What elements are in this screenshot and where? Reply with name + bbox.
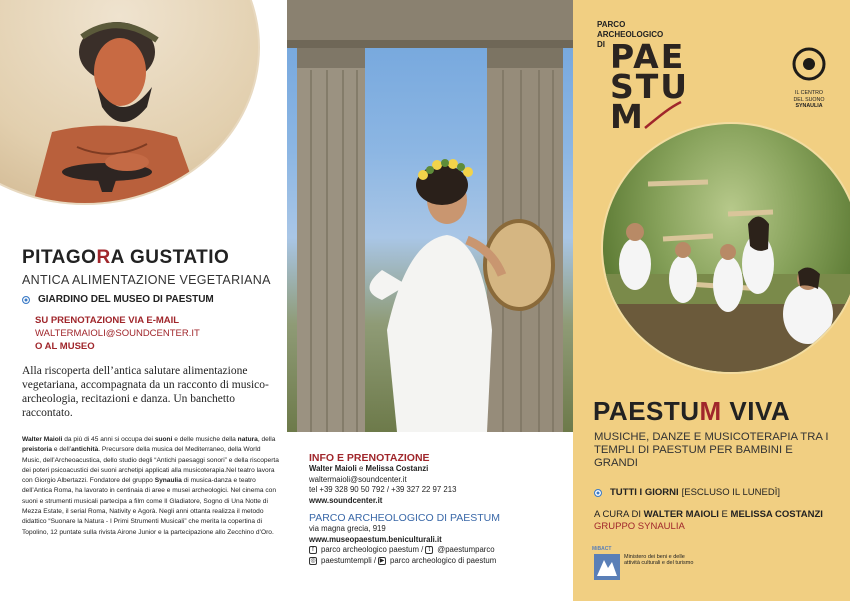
info-title: INFO E PRENOTAZIONE [309,452,430,464]
lizard-logo-icon [643,100,683,130]
children-music-photo [601,122,850,374]
info-block [309,452,559,566]
booking-line: O AL MUSEO [35,341,95,352]
booking-info [35,314,200,353]
facebook-icon: f [309,546,317,554]
intro-paragraph: Alla riscoperta dell’antica salutare alimentazione vegetariana, accompagnata da un racconto di musico-archeologia, recitazioni e danza. Un banchetto raccontato. [22,365,269,419]
instagram-icon: ◎ [310,557,316,564]
curators-line: A CURA DI WALTER MAIOLI E MELISSA COSTANZI GRUPPO SYNAULIA [594,509,823,532]
right-panel [573,0,850,601]
contact-website[interactable]: www.soundcenter.it [309,495,383,505]
synaulia-logo [782,46,836,110]
centro-label: IL CENTRO DEL SUONO SYNAULIA [793,90,825,109]
fresco-image [0,0,260,205]
event-title: PITAGORA GUSTATIO [22,247,230,268]
ministry-text: Ministero dei beni e delle attività culturali e del turismo [624,554,694,567]
dancer-temple-photo [287,0,573,432]
bullet-icon [22,296,30,304]
social-facebook-twitter[interactable]: f parco archeologico paestum / t @paestumparco [309,545,559,556]
booking-email[interactable]: WALTERMAIOLI@SOUNDCENTER.IT [35,328,200,339]
sound-center-icon [791,46,827,82]
middle-panel [287,0,573,601]
park-address: via magna grecia, 919 [309,524,386,533]
contact-email[interactable]: waltermaioli@soundcenter.it [309,474,407,484]
schedule-line: TUTTI I GIORNI [ESCLUSO IL LUNEDÌ] [594,487,780,498]
twitter-icon: t [425,546,433,554]
park-title: PARCO ARCHEOLOGICO DI PAESTUM [309,512,500,524]
bullet-icon [594,489,602,497]
social-instagram-youtube[interactable]: ◎ paestumtempli / ▶ parco archeologico di paestum [310,555,497,565]
contact-names: Walter Maioli e Melissa Costanzi [309,464,429,473]
park-website[interactable]: www.museopaestum.beniculturali.it [309,534,442,544]
paestum-viva-title: PAESTUM VIVA [593,396,791,426]
ministry-logo [592,546,694,580]
paestum-viva-subtitle: MUSICHE, DANZE E MUSICOTERAPIA TRA I TEMPLI DI PAESTUM PER BAMBINI E GRANDI [594,431,829,469]
contact-phones: tel +39 328 90 50 792 / +39 327 22 97 213 [309,485,457,494]
booking-line: SU PRENOTAZIONE VIA E-MAIL [35,315,180,326]
bio-paragraph: Walter Maioli da più di 45 anni si occupa dei suoni e delle musiche della natura, della preistoria e dell’antichità. Precursore della musica del Mediterraneo, della World Music, dell’Archeoacustica, dello studio degli “Antichi paesaggi sonori” e della riscoperta dei poteri psicoacustici dei suoni archetipi applicati alla musicoterapia.Nel teatro lavora con Giorgio Albertazzi. Fondatore del gruppo Synaulia di musica-danza e teatro dell’Antica Roma, ha lavorato in centinaia di aree e musei archeologici. Nel cinema con suoni e strumenti musicali partecipa a film come Il Gladiatore, Sogno di Una Notte di Mezza Estate, il serial Roma, Nativity e Agorà. Negli anni ottanta realizza il metodo didattico “Suonare la Natura - I Primi Strumenti Musicali” che merita la copertina di Topolino, 12 puntate sulla rivista Airone Junior e la partecipazione allo Zecchino d’Oro. [22,436,279,536]
mibact-logo-icon: MiBACT [594,554,620,580]
event-subtitle: ANTICA ALIMENTAZIONE VEGETARIANA [22,273,271,287]
parco-label: PARCO ARCHEOLOGICO DI [597,20,664,49]
left-panel [0,0,287,601]
youtube-icon: ▶ [379,557,385,564]
venue-text: GIARDINO DEL MUSEO DI PAESTUM [38,294,214,305]
paestum-logo: PAE STU M [610,37,690,136]
venue-line [22,294,214,305]
